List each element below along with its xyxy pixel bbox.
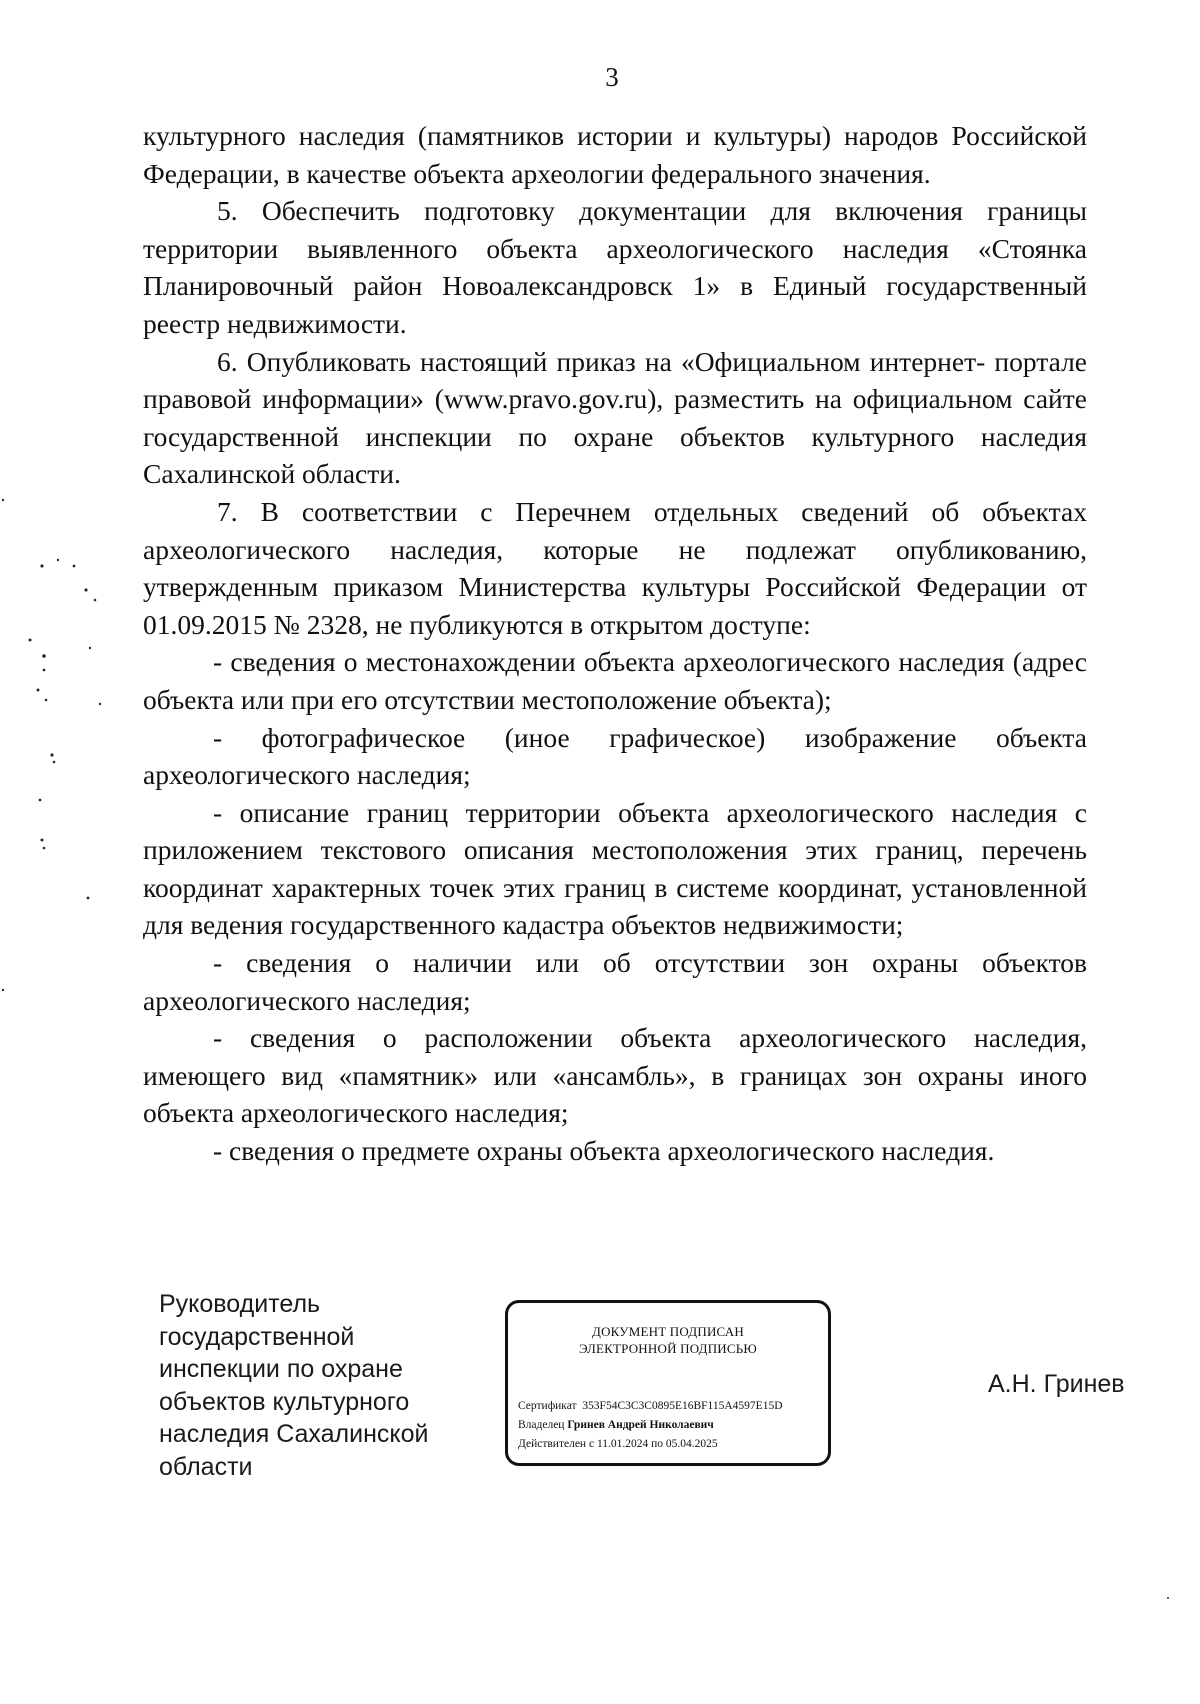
list-item-monument-location: - сведения о расположении объекта археологического наследия, имеющего вид «памятник» или «ансамбль», в границах зон охраны иного объекта археологического наследия; [143, 1022, 1087, 1129]
stamp-certificate [518, 1397, 824, 1416]
signer-position-line: объектов культурного [159, 1387, 410, 1416]
stamp-owner-label: Владелец [518, 1419, 565, 1431]
signer-position-line: инспекции по охране [159, 1355, 403, 1383]
paragraph-continuation: культурного наследия (памятников истории и культуры) народов Российской Федерации, в качестве объекта археологии федерального значения. [143, 120, 1087, 189]
list-item-protection-subject: - сведения о предмете охраны объекта археологического наследия. [213, 1135, 995, 1167]
stamp-validity: Действителен с 11.01.2024 по 05.04.2025 [518, 1438, 718, 1450]
stamp-owner [518, 1416, 824, 1435]
stamp-owner-value: Гринев Андрей Николаевич [567, 1419, 714, 1431]
paragraph-item-5: 5. Обеспечить подготовку документации для включения границы территории выявленного объекта археологического наследия «Стоянка Планировочный район Новоалександровск 1» в Единый государственный реестр недвижимости. [143, 195, 1087, 339]
stamp-title-line: ЭЛЕКТРОННОЙ ПОДПИСЬЮ [579, 1341, 757, 1356]
list-item-boundaries: - описание границ территории объекта археологического наследия с приложением текстового описания местоположения этих границ, перечень координат характерных точек этих границ в системе координат, установленной для ведения государственного кадастра объектов недвижимости; [143, 796, 1087, 941]
signer-position-line: Руководитель [159, 1290, 321, 1318]
signer-position-line: наследия Сахалинской [159, 1420, 429, 1448]
page-number: 3 [605, 62, 619, 92]
stamp-details [518, 1397, 824, 1454]
document-body [143, 117, 1087, 1170]
signer-name: А.Н. Гринев [988, 1370, 1125, 1398]
list-item-location: - сведения о местонахождении объекта археологического наследия (адрес объекта или при его отсутствии местоположение объекта); [143, 646, 1087, 715]
paragraph-item-6: 6. Опубликовать настоящий приказ на «Официальном интернет- портале правовой информации» (www.pravo.gov.ru), разместить на официальном сайте государственной инспекции по охране объектов культурного наследия Сахалинской области. [143, 345, 1087, 490]
stamp-title [508, 1323, 828, 1357]
list-item-protection-zones: - сведения о наличии или об отсутствии зон охраны объектов археологического наследия; [143, 947, 1087, 1016]
signer-position [159, 1288, 479, 1483]
signer-position-line: государственной [159, 1322, 355, 1351]
paragraph-item-7: 7. В соответствии с Перечнем отдельных сведений об объектах археологического наследия, которые не подлежат опубликованию, утвержденным приказом Министерства культуры Российской Федерации от 01.09.2015 № 2328, не публикуются в открытом доступе: [143, 495, 1087, 640]
stamp-certificate-value: 353F54C3C3C0895E16BF115A4597E15D [582, 1400, 783, 1412]
list-item-photo: - фотографическое (иное графическое) изображение объекта археологического наследия; [143, 721, 1087, 791]
electronic-signature-stamp [505, 1300, 831, 1466]
stamp-title-line: ДОКУМЕНТ ПОДПИСАН [592, 1324, 744, 1339]
signer-position-line: области [159, 1452, 253, 1481]
stamp-certificate-label: Сертификат [518, 1400, 577, 1412]
